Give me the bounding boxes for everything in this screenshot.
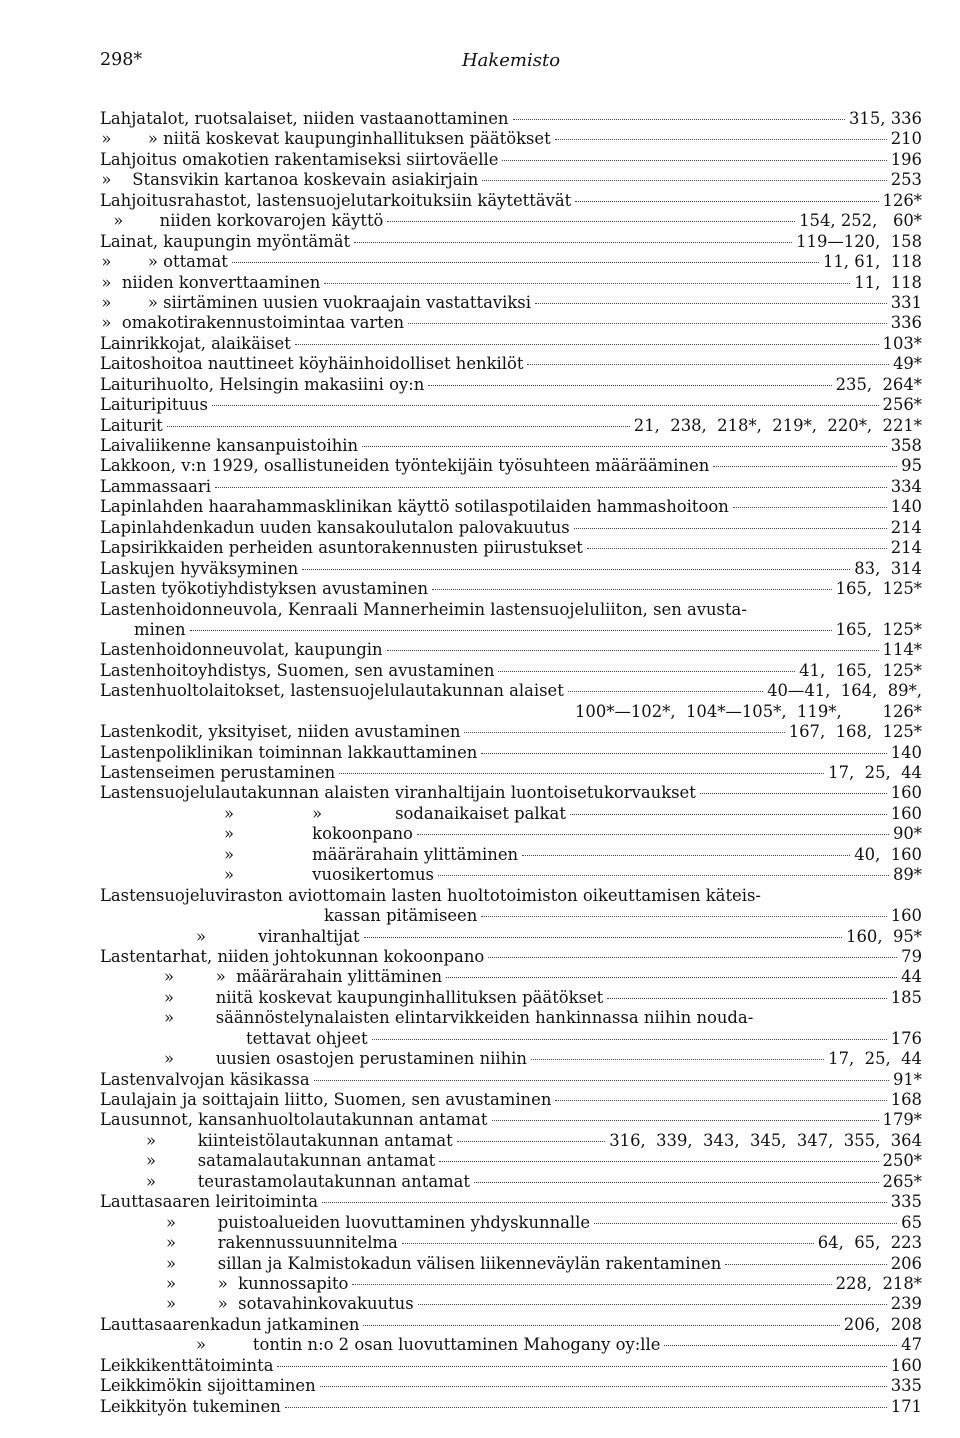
entry-label: Lauttasaaren leiritoiminta [100,1192,319,1212]
entry-label: Lauttasaarenkadun jatkaminen [100,1314,360,1334]
index-entry [100,334,922,354]
entry-pages: 253 [890,170,922,190]
entry-pages: 239 [890,1294,922,1314]
index-entry [100,763,922,783]
index-entry [100,804,922,824]
index-entry [100,273,922,293]
entry-label: » Stansvikin kartanoa koskevain asiakirjain [101,170,479,190]
dot-leader [607,998,886,999]
dot-leader [481,916,886,917]
entry-label: » vuosikertomus [224,865,434,885]
entry-label: Lastenkodit, yksityiset, niiden avustaminen [100,722,461,742]
entry-pages: 89* [892,865,922,885]
index-entry [100,1274,922,1294]
entry-label: minen [134,619,186,639]
entry-label: » kiinteistölautakunnan antamat [146,1130,453,1150]
dot-leader [457,1141,605,1142]
dot-leader [322,1202,887,1203]
entry-pages: 140 [890,497,922,517]
entry-label: » niiden korkovarojen käyttö [113,211,384,231]
entry-pages: 17, 25, 44 [828,1049,922,1069]
index-entry [100,395,922,415]
entry-label: Lastensuojeluviraston aviottomain lasten huoltotoimiston oikeuttamisen käteis- [100,885,761,905]
index-entry [100,375,922,395]
dot-leader [575,201,878,202]
entry-label: Lastenhoidonneuvolat, kaupungin [100,640,383,660]
entry-label: » satamalautakunnan antamat [146,1151,436,1171]
page-header [100,50,922,76]
dot-leader [446,977,897,978]
index-entry [100,824,922,844]
index-entry [100,456,922,476]
dot-leader [733,507,887,508]
index-entry [100,354,922,374]
index-entry [100,681,922,701]
entry-label: Laiturihuolto, Helsingin makasiini oy:n [100,374,425,394]
entry-label: Leikkimökin sijoittaminen [100,1376,316,1396]
index-entry [100,518,922,538]
entry-pages: 176 [890,1028,922,1048]
entry-label: » » siirtäminen uusien vuokraajain vastattaviksi [101,292,531,312]
entry-label: Laivaliikenne kansanpuistoihin [100,436,359,455]
index-entry [100,313,922,333]
entry-label: Lainrikkojat, alaikäiset [100,333,291,353]
dot-leader [488,957,897,958]
entry-label: Lahjoitus omakotien rakentamiseksi siirtoväelle [100,149,499,169]
dot-leader [372,1039,887,1040]
dot-leader [535,303,887,304]
entry-label: » sillan ja Kalmistokadun välisen liikenneväylän rakentaminen [166,1253,722,1273]
dot-leader [212,405,879,406]
index-entry [100,886,922,906]
entry-label: Lastenvalvojan käsikassa [100,1069,310,1089]
entry-label: Lastenhoidonneuvola, Kenraali Mannerheimin lastensuojeluliiton, sen avusta- [100,599,747,619]
entry-label: Lainat, kaupungin myöntämät [100,231,351,251]
entry-label: Laskujen hyväksyminen [100,558,299,578]
dot-leader [527,364,888,365]
entry-pages: 210 [890,129,922,149]
index-entry [100,661,922,681]
entry-pages: 256* [882,395,922,415]
entry-pages: 65 [901,1212,922,1232]
index-entry [100,170,922,190]
entry-pages: 228, 218* [835,1273,922,1293]
entry-label: » määrärahain ylittäminen [224,844,519,864]
index-entry [100,1397,922,1417]
entry-pages: 316, 339, 343, 345, 347, 355, 364 [609,1130,922,1150]
entry-pages: 11, 61, 118 [822,252,922,272]
index-entry [100,293,922,313]
index-entry [100,1151,922,1171]
entry-label: Lahjoitusrahastot, lastensuojelutarkoituksiin käytettävät [100,190,572,210]
entry-pages: 196 [890,149,922,169]
index-entry [100,620,922,640]
index-entry [100,191,922,211]
entry-pages: 90* [892,824,922,844]
index-entries [100,109,922,1417]
entry-pages: 358 [890,436,922,455]
entry-pages: 171 [890,1396,922,1416]
entry-label: Lapinlahden haarahammasklinikan käyttö sotilaspotilaiden hammashoitoon [100,497,729,517]
entry-label: Leikkityön tukeminen [100,1396,281,1416]
entry-pages: 40—41, 164, 89*, [767,681,922,701]
index-entry [100,722,922,742]
entry-pages: 179* [882,1110,922,1130]
entry-label: tettavat ohjeet [246,1028,368,1048]
dot-leader [363,1325,839,1326]
entry-label: Laitoshoitoa nauttineet köyhäinhoidolliset henkilöt [100,354,524,374]
entry-label: » » määrärahain ylittäminen [164,967,443,987]
dot-leader [167,426,630,427]
index-entry [100,252,922,272]
index-entry [100,477,922,497]
entry-label: Lahjatalot, ruotsalaiset, niiden vastaanottaminen [100,109,509,128]
entry-pages: 64, 65, 223 [817,1233,922,1253]
dot-leader [498,671,795,672]
index-entry [100,232,922,252]
dot-leader [700,793,887,794]
index-entry [100,1110,922,1130]
entry-label: » rakennussuunnitelma [166,1233,398,1253]
index-entry [100,129,922,149]
dot-leader [713,466,897,467]
dot-leader [587,548,887,549]
dot-leader [418,1304,887,1305]
entry-pages: 47 [901,1335,922,1355]
entry-pages: 167, 168, 125* [788,722,922,742]
dot-leader [482,180,886,181]
entry-pages: 126* [882,190,922,210]
entry-label: » teurastamolautakunnan antamat [146,1171,470,1191]
index-entry [100,927,922,947]
index-entry [100,1192,922,1212]
dot-leader [387,650,879,651]
dot-leader [215,487,887,488]
index-entry [100,436,922,456]
entry-label: Lammassaari [100,476,211,496]
entry-label: » » niitä koskevat kaupunginhallituksen päätökset [101,129,551,149]
entry-pages: 335 [890,1192,922,1212]
page-number: 298* [100,50,143,70]
index-entry [100,150,922,170]
entry-label: » » kunnossapito [166,1273,349,1293]
dot-leader [277,1366,886,1367]
entry-label: » » ottamat [101,252,228,272]
index-entry [100,1090,922,1110]
index-entry [100,211,922,231]
entry-label: Leikkikenttätoiminta [100,1355,274,1375]
dot-leader [439,1161,878,1162]
entry-label: » uusien osastojen perustaminen niihin [164,1049,527,1069]
dot-leader [664,1345,897,1346]
index-entry [100,1008,922,1028]
page-title: Hakemisto [461,50,561,71]
entry-label: » tontin n:o 2 osan luovuttaminen Mahogany oy:lle [196,1335,661,1355]
dot-leader [574,528,887,529]
entry-label: kassan pitämiseen [324,906,478,926]
entry-label: Lastenpoliklinikan toiminnan lakkauttaminen [100,742,478,762]
entry-pages: 334 [890,476,922,496]
dot-leader [232,262,819,263]
dot-leader [464,732,784,733]
entry-label: » puistoalueiden luovuttaminen yhdyskunnalle [166,1212,591,1232]
entry-pages: 336 [890,313,922,333]
dot-leader [492,1120,879,1121]
index-entry [100,1315,922,1335]
entry-pages: 11, 118 [854,272,922,292]
entry-pages: 49* [892,354,922,374]
entry-pages: 154, 252, 60* [799,211,922,231]
entry-pages: 95 [901,456,922,476]
entry-pages: 119—120, 158 [796,231,922,251]
dot-leader [354,242,792,243]
entry-label: » säännöstelynalaisten elintarvikkeiden hankinnassa niihin nouda- [164,1008,754,1028]
index-entry [100,988,922,1008]
dot-leader [295,344,879,345]
dot-leader [531,1059,824,1060]
entry-pages: 315, 336 [849,109,922,128]
entry-label: Laulajain ja soittajain liitto, Suomen, sen avustaminen [100,1090,552,1109]
entry-label: Lapinlahdenkadun uuden kansakoulutalon palovakuutus [100,517,570,537]
dot-leader [594,1223,897,1224]
index-entry [100,1131,922,1151]
entry-label: Lausunnot, kansanhuoltolautakunnan antamat [100,1110,488,1130]
dot-leader [364,937,842,938]
dot-leader [474,1182,879,1183]
entry-pages: 206, 208 [843,1314,922,1334]
entry-label: 100*—102*, 104*—105*, 119*, [575,701,842,721]
index-entry [100,579,922,599]
entry-label: Lakkoon, v:n 1929, osallistuneiden työntekijäin työsuhteen määrääminen [100,456,710,476]
entry-label: Lastensuojelulautakunnan alaisten viranhaltijain luontoisetukorvaukset [100,783,696,803]
entry-label: Laiturit [100,415,163,435]
index-entry [100,1233,922,1253]
entry-pages: 265* [882,1171,922,1191]
index-entry [100,1376,922,1396]
entry-label: » viranhaltijat [196,926,360,946]
dot-leader [522,855,850,856]
entry-pages: 331 [890,292,922,312]
entry-label: » niiden konverttaaminen [101,272,321,292]
entry-pages: 114* [882,640,922,660]
index-entry [100,538,922,558]
entry-pages: 140 [890,742,922,762]
index-entry [100,865,922,885]
dot-leader [725,1264,886,1265]
dot-leader [555,139,887,140]
index-entry [100,967,922,987]
dot-leader [481,753,886,754]
entry-label: » niitä koskevat kaupunginhallituksen päätökset [164,987,604,1007]
index-entry [100,947,922,967]
entry-pages: 160 [890,783,922,803]
index-entry [100,559,922,579]
entry-label: Lastenseimen perustaminen [100,763,336,782]
index-entry [100,1049,922,1069]
entry-label: Lasten työkotiyhdistyksen avustaminen [100,579,429,599]
dot-leader [428,385,831,386]
entry-pages: 83, 314 [854,558,922,578]
entry-label: Lastenhuoltolaitokset, lastensuojelulautakunnan alaiset [100,681,564,701]
dot-leader [320,1386,887,1387]
entry-pages: 160 [890,1355,922,1375]
dot-leader [570,814,887,815]
entry-pages: 165, 125* [835,579,922,599]
entry-pages: 103* [882,333,922,353]
dot-leader [402,1243,814,1244]
dot-leader [513,119,846,120]
entry-pages: 91* [892,1069,922,1089]
index-entry [100,1213,922,1233]
index-entry [100,600,922,620]
dot-leader [387,221,795,222]
dot-leader [324,283,850,284]
dot-leader [285,1407,887,1408]
entry-pages: 160, 95* [846,926,922,946]
entry-label: Lapsirikkaiden perheiden asuntorakennusten piirustukset [100,538,583,558]
entry-label: Lastenhoitoyhdistys, Suomen, sen avustaminen [100,660,495,680]
dot-leader [339,773,824,774]
dot-leader [302,569,850,570]
dot-leader [555,1100,886,1101]
index-entry [100,416,922,436]
entry-label: » kokoonpano [224,824,413,844]
dot-leader [362,446,887,447]
entry-pages: 335 [890,1376,922,1396]
dot-leader [314,1080,889,1081]
dot-leader [568,691,763,692]
dot-leader [417,834,889,835]
entry-pages: 168 [890,1090,922,1109]
entry-pages: 160 [890,803,922,823]
dot-leader [502,160,886,161]
dot-leader [352,1284,831,1285]
index-entry [100,1254,922,1274]
index-entry [100,497,922,517]
dot-leader [438,875,889,876]
entry-pages: 17, 25, 44 [828,763,922,782]
index-entry [100,640,922,660]
index-entry [100,906,922,926]
entry-pages: 160 [890,906,922,926]
entry-label: » » sotavahinkovakuutus [166,1294,414,1314]
entry-label: » » sodanaikaiset palkat [224,803,566,823]
entry-label: Lastentarhat, niiden johtokunnan kokoonpano [100,946,485,966]
index-entry [100,109,922,129]
entry-label: » omakotirakennustoimintaa varten [101,313,405,333]
dot-leader [190,630,832,631]
entry-pages: 126* [882,701,922,721]
entry-pages: 214 [890,517,922,537]
entry-pages: 165, 125* [835,619,922,639]
entry-pages: 44 [901,967,922,987]
index-entry [100,1029,922,1049]
entry-pages: 206 [890,1253,922,1273]
entry-pages: 185 [890,987,922,1007]
index-entry [100,783,922,803]
entry-label: Laituripituus [100,395,208,415]
dot-leader [432,589,832,590]
index-entry [100,1294,922,1314]
entry-pages: 21, 238, 218*, 219*, 220*, 221* [633,415,922,435]
entry-pages: 214 [890,538,922,558]
index-entry [100,1356,922,1376]
entry-pages: 79 [901,946,922,966]
index-entry [100,1335,922,1355]
index-entry [100,1070,922,1090]
entry-pages: 41, 165, 125* [799,660,922,680]
index-entry [100,743,922,763]
index-entry [100,702,922,722]
index-entry [100,845,922,865]
index-entry [100,1172,922,1192]
entry-pages: 250* [882,1151,922,1171]
entry-pages: 40, 160 [854,844,922,864]
dot-leader [408,323,887,324]
entry-pages: 235, 264* [835,374,922,394]
